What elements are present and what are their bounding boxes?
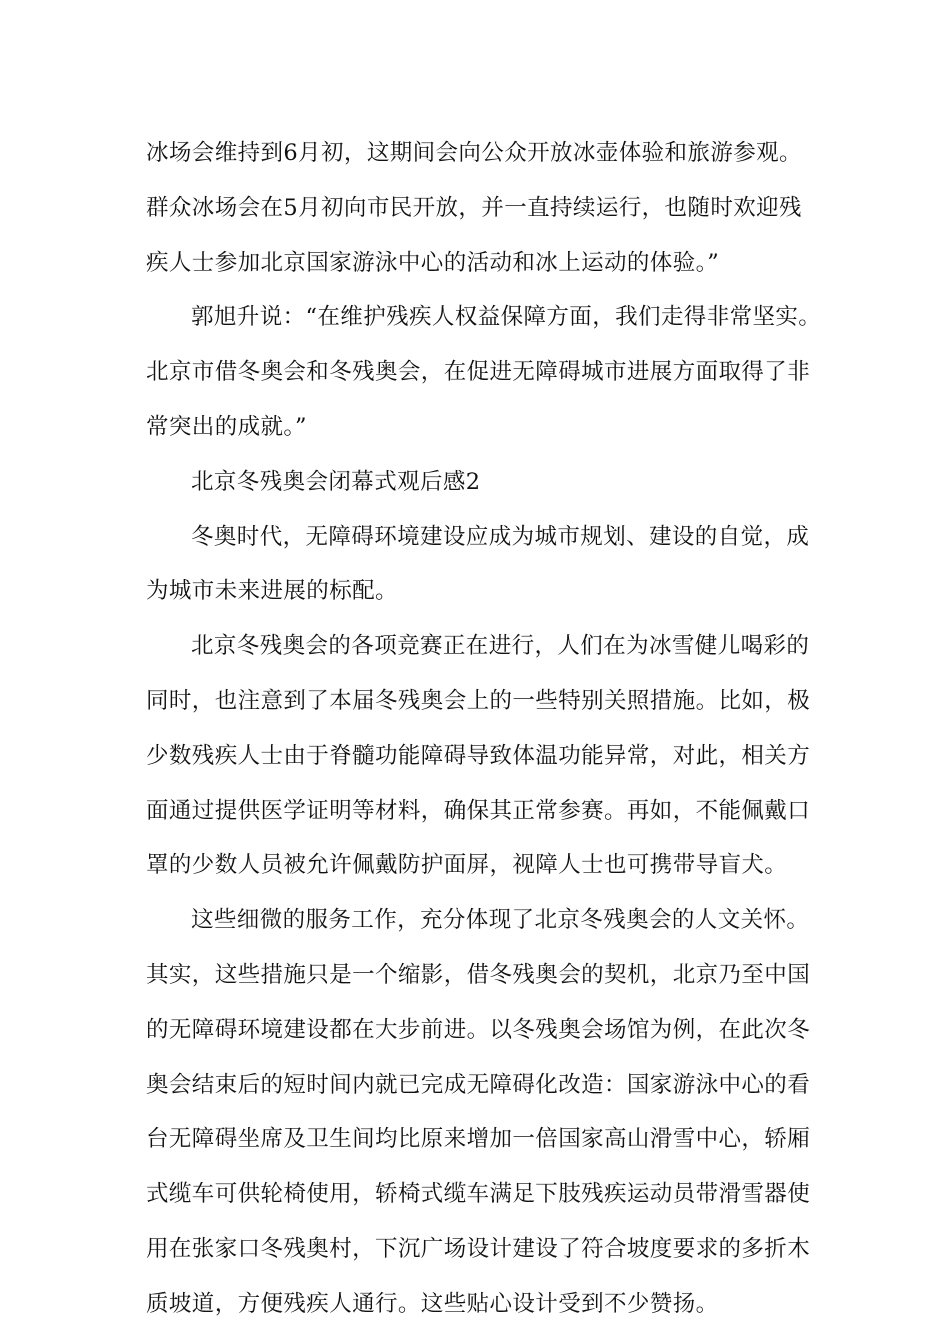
text-line: 为城市未来进展的标配。: [146, 578, 398, 605]
text-line: 用在张家口冬残奥村，下沉广场设计建设了符合坡度要求的多折木: [146, 1235, 811, 1262]
text-line: 台无障碍坐席及卫生间均比原来增加一倍国家高山滑雪中心，轿厢: [146, 1126, 811, 1153]
text-line: 群众冰场会在5月初向市民开放，并一直持续运行，也随时欢迎残: [146, 194, 802, 221]
text-line: 疾人士参加北京国家游泳中心的活动和冰上运动的体验。”: [146, 249, 720, 276]
text-line: 罩的少数人员被允许佩戴防护面屏，视障人士也可携带导盲犬。: [146, 852, 788, 879]
text-line: 常突出的成就。”: [146, 413, 307, 440]
text-line: 其实，这些措施只是一个缩影，借冬残奥会的契机，北京乃至中国: [146, 961, 811, 988]
text-line: 质坡道，方便残疾人通行。这些贴心设计受到不少赞扬。: [146, 1290, 719, 1317]
text-line: 面通过提供医学证明等材料，确保其正常参赛。再如，不能佩戴口: [146, 797, 811, 824]
text-line: 的无障碍环境建设都在大步前进。以冬残奥会场馆为例，在此次冬: [146, 1016, 811, 1043]
document-body: [146, 126, 826, 1332]
text-line: 同时，也注意到了本届冬残奥会上的一些特别关照措施。比如，极: [146, 687, 811, 714]
text-line: 北京市借冬奥会和冬残奥会，在促进无障碍城市进展方面取得了非: [146, 359, 811, 386]
text-line: 这些细微的服务工作，充分体现了北京冬残奥会的人文关怀。: [191, 907, 810, 934]
section-heading: 北京冬残奥会闭幕式观后感2: [191, 468, 481, 495]
text-line: 北京冬残奥会的各项竞赛正在进行，人们在为冰雪健儿喝彩的: [191, 633, 810, 660]
text-line: 郭旭升说：“在维护残疾人权益保障方面，我们走得非常坚实。: [191, 304, 822, 331]
text-line: 奥会结束后的短时间内就已完成无障碍化改造：国家游泳中心的看: [146, 1071, 811, 1098]
text-line: 少数残疾人士由于脊髓功能障碍导致体温功能异常，对此，相关方: [146, 742, 811, 769]
text-line: 式缆车可供轮椅使用，轿椅式缆车满足下肢残疾运动员带滑雪器使: [146, 1181, 811, 1208]
text-line: 冬奥时代，无障碍环境建设应成为城市规划、建设的自觉，成: [191, 523, 810, 550]
text-line: 冰场会维持到6月初，这期间会向公众开放冰壶体验和旅游参观。: [146, 140, 802, 166]
